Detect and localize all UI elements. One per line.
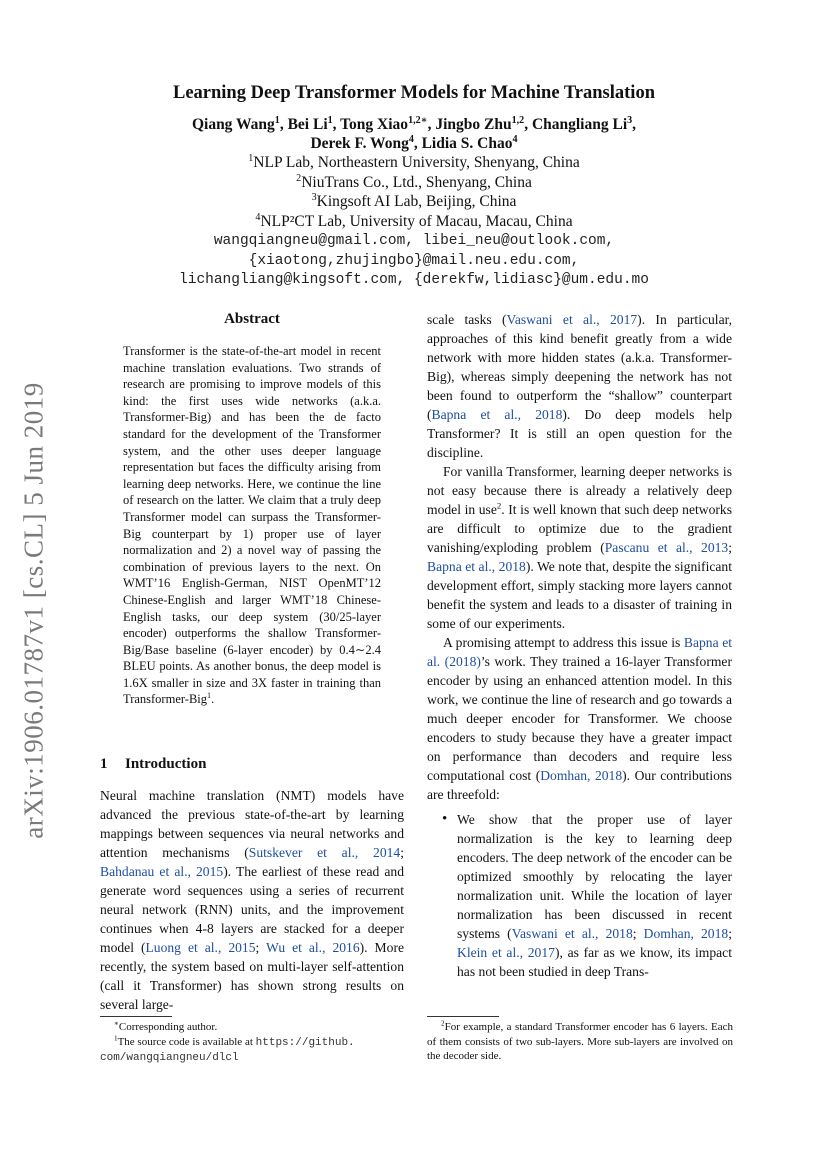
footnote-2 bbox=[427, 1020, 733, 1064]
affiliation-text: NLP²CT Lab, University of Macau, Macau, China bbox=[260, 212, 573, 230]
section-number: 1 bbox=[100, 756, 108, 772]
abstract-end: . bbox=[211, 692, 215, 707]
citation-link[interactable]: Wu et al., 2016 bbox=[266, 940, 360, 955]
text-run: ). More recently, the system based on multi-layer self-attention (call it Transformer) has shown strong results on several large- bbox=[100, 940, 405, 1012]
text-run: We show that the proper use of layer normalization is the key to learning deep encoders. The deep network of the encoder can be optimized smoothly by relocating the layer normalization unit. While the location of layer normalization has been discussed in recent systems ( bbox=[457, 812, 732, 941]
footnote-text: For example, a standard Transformer encoder has 6 layers. Each of them consists of two sub-layers. More sub-layers are involved on the decoder side. bbox=[427, 1021, 733, 1062]
intro-paragraph bbox=[427, 633, 732, 804]
author-affil-mark: 4 bbox=[512, 133, 518, 145]
author-list: Qiang Wang$^1$, Bei Li$^1$, Tong Xiao$^{1,2∗}$, Jingbo Zhu$^{1,2}$, Changliang Li$^3$, Derek F. Wong$^4$, Lidia S. Chao$^4$ bbox=[191, 114, 637, 152]
abstract-heading: Abstract bbox=[224, 311, 280, 327]
contribution-list bbox=[427, 810, 732, 981]
affiliation-text: NLP Lab, Northeastern University, Shenyang, China bbox=[253, 154, 580, 171]
intro-paragraph-left bbox=[100, 786, 404, 1014]
text-run: ; bbox=[400, 845, 404, 860]
author-name: Jingbo Zhu bbox=[435, 116, 512, 133]
citation-link[interactable]: Klein et al., 2017 bbox=[457, 945, 555, 960]
affiliation-text: Kingsoft AI Lab, Beijing, China bbox=[316, 193, 517, 210]
author-name: Changliang Li bbox=[531, 116, 628, 133]
footnote-mark: 2 bbox=[441, 1019, 445, 1028]
email-line: lichangliang@kingsoft.com, {derekfw,lidiasc}@um.edu.mo bbox=[179, 272, 649, 288]
footnote-code bbox=[100, 1035, 406, 1066]
footnotes-right bbox=[427, 1020, 733, 1064]
affiliation-mark: 3 bbox=[311, 191, 317, 203]
citation-link[interactable]: Sutskever et al., 2014 bbox=[248, 845, 401, 860]
text-run: For vanilla Transformer, learning deeper networks is not easy because there is already a relatively deep model in use bbox=[427, 464, 732, 517]
footnote-mark: 1 bbox=[114, 1033, 118, 1042]
email-line: wangqiangneu@gmail.com, libei_neu@outlook.com, bbox=[213, 233, 615, 249]
citation-link[interactable]: Vaswani et al., 2018 bbox=[511, 926, 633, 941]
author-affil-mark: 1,2∗ bbox=[408, 114, 428, 126]
text-run: ). Our contributions are threefold: bbox=[427, 768, 732, 802]
abstract-body-text: Transformer is the state-of-the-art model in recent machine translation evaluations. Two strands of research are promising to improve models of this kind: the first uses wide networks (a.k.a. Transformer-Big) and has been the de facto standard for the development of the Transformer system, and the other uses deeper language representation but faces the difficulty arising from learning deep networks. Here, we continue the line of research on the latter. We claim that a truly deep Transformer model can surpass the Transformer-Big counterpart by 1) proper use of layer normalization and 2) a novel way of passing the combination of previous layers to the next. On WMT’16 English-German, NIST OpenMT’12 Chinese-English and larger WMT’18 Chinese-English tasks, our deep system (30/25-layer encoder) outperforms the shallow Transformer-Big/Base baseline (6-layer encoder) by 0.4∼2.4 BLEU points. As another bonus, the deep model is 1.6X smaller in size and 3X faster in training than Transformer-Big bbox=[123, 344, 381, 707]
footnote-rule-right bbox=[427, 1016, 499, 1017]
author-affil-mark: 1,2 bbox=[511, 114, 525, 126]
section-title: Introduction bbox=[125, 756, 207, 772]
text-run: . It is well known that such deep networks are difficult to optimize due to the gradient vanishing/exploding problem ( bbox=[427, 502, 732, 555]
text-run: ; bbox=[255, 940, 267, 955]
text-run: ; bbox=[632, 926, 644, 941]
affiliation-mark: 1 bbox=[248, 152, 254, 164]
author-affil-mark: 4 bbox=[408, 133, 414, 145]
citation-link[interactable]: Bapna et al., 2018 bbox=[427, 559, 526, 574]
text-run: ; bbox=[728, 926, 732, 941]
text-run: ; bbox=[728, 540, 732, 555]
footnote-rule-left bbox=[100, 1016, 172, 1017]
citation-link[interactable]: Bapna et al. (2018) bbox=[427, 635, 733, 669]
footnote-mark: ∗ bbox=[114, 1019, 119, 1028]
text-run: ). Do deep models help Transformer? It is still an open question for the discipline. bbox=[427, 407, 732, 460]
paper-title: Learning Deep Transformer Models for Machine Translation bbox=[172, 83, 655, 103]
affiliation bbox=[0, 212, 828, 232]
footnote-mark[interactable]: 1 bbox=[207, 691, 212, 701]
citation-link[interactable]: Bahdanau et al., 2015 bbox=[100, 864, 224, 879]
text-run: ), as far as we know, its impact has not been studied in deep Trans- bbox=[457, 945, 732, 979]
abstract-text bbox=[123, 343, 381, 708]
intro-paragraph bbox=[427, 462, 732, 633]
footnote-mark[interactable]: 2 bbox=[496, 500, 502, 511]
author-affil-mark: 1 bbox=[327, 114, 333, 126]
footnote-text: Corresponding author. bbox=[118, 1021, 218, 1033]
code-url-link[interactable]: com/wangqiangneu/dlcl bbox=[100, 1052, 239, 1064]
citation-link[interactable]: Vaswani et al., 2017 bbox=[506, 312, 638, 327]
text-run: ). The earliest of these read and generate word sequences using a series of recurrent neural network (RNN) units, and the improvement continues when 4-8 layers are stacked for a deeper model ( bbox=[100, 864, 405, 955]
text-run: ’s work. They trained a 16-layer Transformer encoder by using an enhanced attention model. In this work, we continue the line of research and go towards a much deeper encoder for Transformer. We choose encoders to study because they have a greater impact on performance than decoders and require less computational cost ( bbox=[427, 654, 732, 783]
arxiv-stamp bbox=[14, 380, 54, 840]
footnote-text: The source code is available at bbox=[117, 1035, 256, 1048]
author-affil-mark: 1 bbox=[274, 114, 280, 126]
text-run: A promising attempt to address this issue is bbox=[443, 635, 684, 650]
author-name: Qiang Wang bbox=[191, 116, 275, 133]
right-column bbox=[427, 310, 732, 981]
citation-link[interactable]: Domhan, 2018 bbox=[643, 926, 729, 941]
affiliation-mark: 4 bbox=[255, 211, 261, 223]
affiliation bbox=[0, 153, 828, 173]
author-name: Tong Xiao bbox=[340, 116, 409, 133]
text-run: ). In particular, approaches of this kind benefit greatly from a wide network with more hidden states (a.k.a. Transformer-Big), whereas simply deepening the network has not been found to outperform the “shallow” counterpart ( bbox=[427, 312, 732, 422]
affiliation bbox=[0, 192, 828, 212]
citation-link[interactable]: Pascanu et al., 2013 bbox=[604, 540, 729, 555]
author-affil-mark: 3 bbox=[627, 114, 633, 126]
intro-paragraph bbox=[427, 310, 732, 462]
author-name: Derek F. Wong bbox=[310, 135, 409, 152]
author-name: Bei Li bbox=[287, 116, 328, 133]
email-line: {xiaotong,zhujingbo}@mail.neu.edu.com, bbox=[248, 252, 580, 269]
affiliation-list bbox=[0, 153, 828, 231]
footnote-corresponding bbox=[100, 1020, 406, 1035]
text-run: ). We note that, despite the significant development effort, simply stacking more layers cannot benefit the system and leads to a disaster of training in some of our experiments. bbox=[427, 559, 732, 631]
affiliation-mark: 2 bbox=[296, 172, 302, 184]
affiliation-text: NiuTrans Co., Ltd., Shenyang, China bbox=[301, 173, 532, 191]
author-name: Lidia S. Chao bbox=[421, 135, 513, 152]
code-url-link[interactable]: https://github. bbox=[255, 1036, 355, 1049]
text-run: Neural machine translation (NMT) models have advanced the previous state-of-the-art by learning mappings between sequences via neural networks and attention mechanisms ( bbox=[100, 788, 404, 860]
text-run: scale tasks ( bbox=[427, 312, 507, 327]
citation-link[interactable]: Domhan, 2018 bbox=[540, 768, 623, 783]
affiliation bbox=[0, 173, 828, 193]
citation-link[interactable]: Luong et al., 2015 bbox=[145, 940, 256, 955]
citation-link[interactable]: Bapna et al., 2018 bbox=[431, 407, 563, 422]
contribution-item bbox=[427, 810, 732, 981]
arxiv-stamp-text: arXiv:1906.01787v1 [cs.CL] 5 Jun 2019 bbox=[18, 381, 49, 839]
email-list bbox=[0, 232, 828, 291]
footnotes-left bbox=[100, 1020, 406, 1066]
section-heading-introduction bbox=[100, 756, 206, 773]
